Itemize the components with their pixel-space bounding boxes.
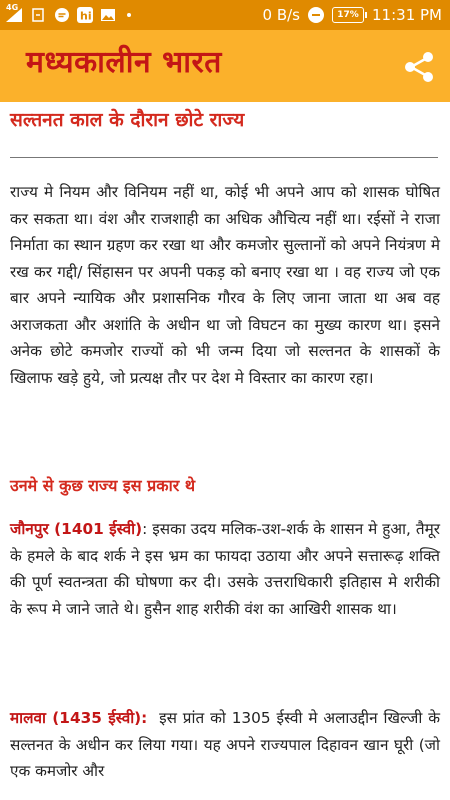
battery-icon bbox=[332, 7, 364, 23]
notification-icon bbox=[31, 7, 47, 23]
hike-icon bbox=[77, 7, 93, 23]
network-type: 4G bbox=[6, 3, 19, 12]
heading-divider bbox=[10, 157, 438, 158]
kingdom-text: इसका उदय मलिक-उश-शर्क के शासन मे हुआ, तैमूर के हमले के बाद शर्क ने इस भ्रम का फायदा उठाया और अपने सत्तारूढ़ शक्ति की पूर्ण स्वतन्त्रता की घोषणा कर दी। उसके उत्तराधिकारी इतिहास मे शरीकी के रूप मे जाने जाते थे। हुसैन शाह शरीकी वंश का आखिरी शासक था। bbox=[10, 520, 440, 618]
svg-text:hi: hi bbox=[80, 9, 92, 23]
status-left bbox=[6, 3, 131, 27]
kingdom-separator bbox=[147, 709, 159, 727]
app-title: मध्यकालीन भारत bbox=[26, 45, 222, 80]
share-icon[interactable] bbox=[402, 50, 436, 84]
more-dot-icon bbox=[127, 13, 131, 17]
kingdom-malwa bbox=[10, 705, 440, 785]
article-content[interactable] bbox=[0, 102, 450, 800]
kingdom-name: जौनपुर (1401 ईस्वी) bbox=[10, 520, 143, 538]
kingdoms-subheading: उनमे से कुछ राज्य इस प्रकार थे bbox=[10, 476, 196, 495]
messaging-icon bbox=[54, 7, 70, 23]
network-speed: 0 B/s bbox=[262, 6, 301, 24]
kingdom-jaunpur bbox=[10, 516, 440, 622]
image-icon bbox=[100, 7, 116, 23]
kingdom-separator: : bbox=[142, 520, 153, 538]
data-saver-icon bbox=[308, 7, 324, 23]
status-bar bbox=[0, 0, 450, 30]
battery-level: 17% bbox=[337, 10, 359, 20]
status-right bbox=[263, 3, 442, 27]
clock: 11:31 PM bbox=[372, 6, 442, 24]
kingdom-name: मालवा (1435 ईस्वी): bbox=[10, 709, 148, 727]
intro-paragraph: राज्य मे नियम और विनियम नहीं था, कोई भी अपने आप को शासक घोषित कर सकता था। वंश और राजशाही का अधिक औचित्य नहीं था। रईसों ने राजा निर्माता का स्थान ग्रहण कर रखा था और कमजोर सुल्तानों को अपने नियंत्रण मे रख कर गद्दी/ सिंहासन पर अपनी पकड़ को बनाए रखा था । वह राज्य जो एक बार अपने न्यायिक और प्रशासनिक गौरव के लिए जाना जाता था अब वह अराजकता और अशांति के अधीन था जो विघटन का मुख्य कारण था। इसने अनेक छोटे कमजोर राज्यों को भी जन्म दिया जो सल्तनत के शासकों के खिलाफ खड़े हुये, जो प्रत्यक्ष तौर पर देश मे विस्तार का कारण रहा। bbox=[10, 183, 440, 387]
app-bar bbox=[0, 30, 450, 102]
kingdom-text: इस प्रांत को 1305 ईस्वी मे अलाउद्दीन खिल्जी के सल्तनत के अधीन कर लिया गया। यह अपने राज्यपाल दिहावन खान घूरी (जो एक कमजोर और bbox=[10, 709, 440, 780]
signal-icon bbox=[6, 3, 24, 24]
article-heading: सल्तनत काल के दौरान छोटे राज्य bbox=[10, 109, 245, 131]
